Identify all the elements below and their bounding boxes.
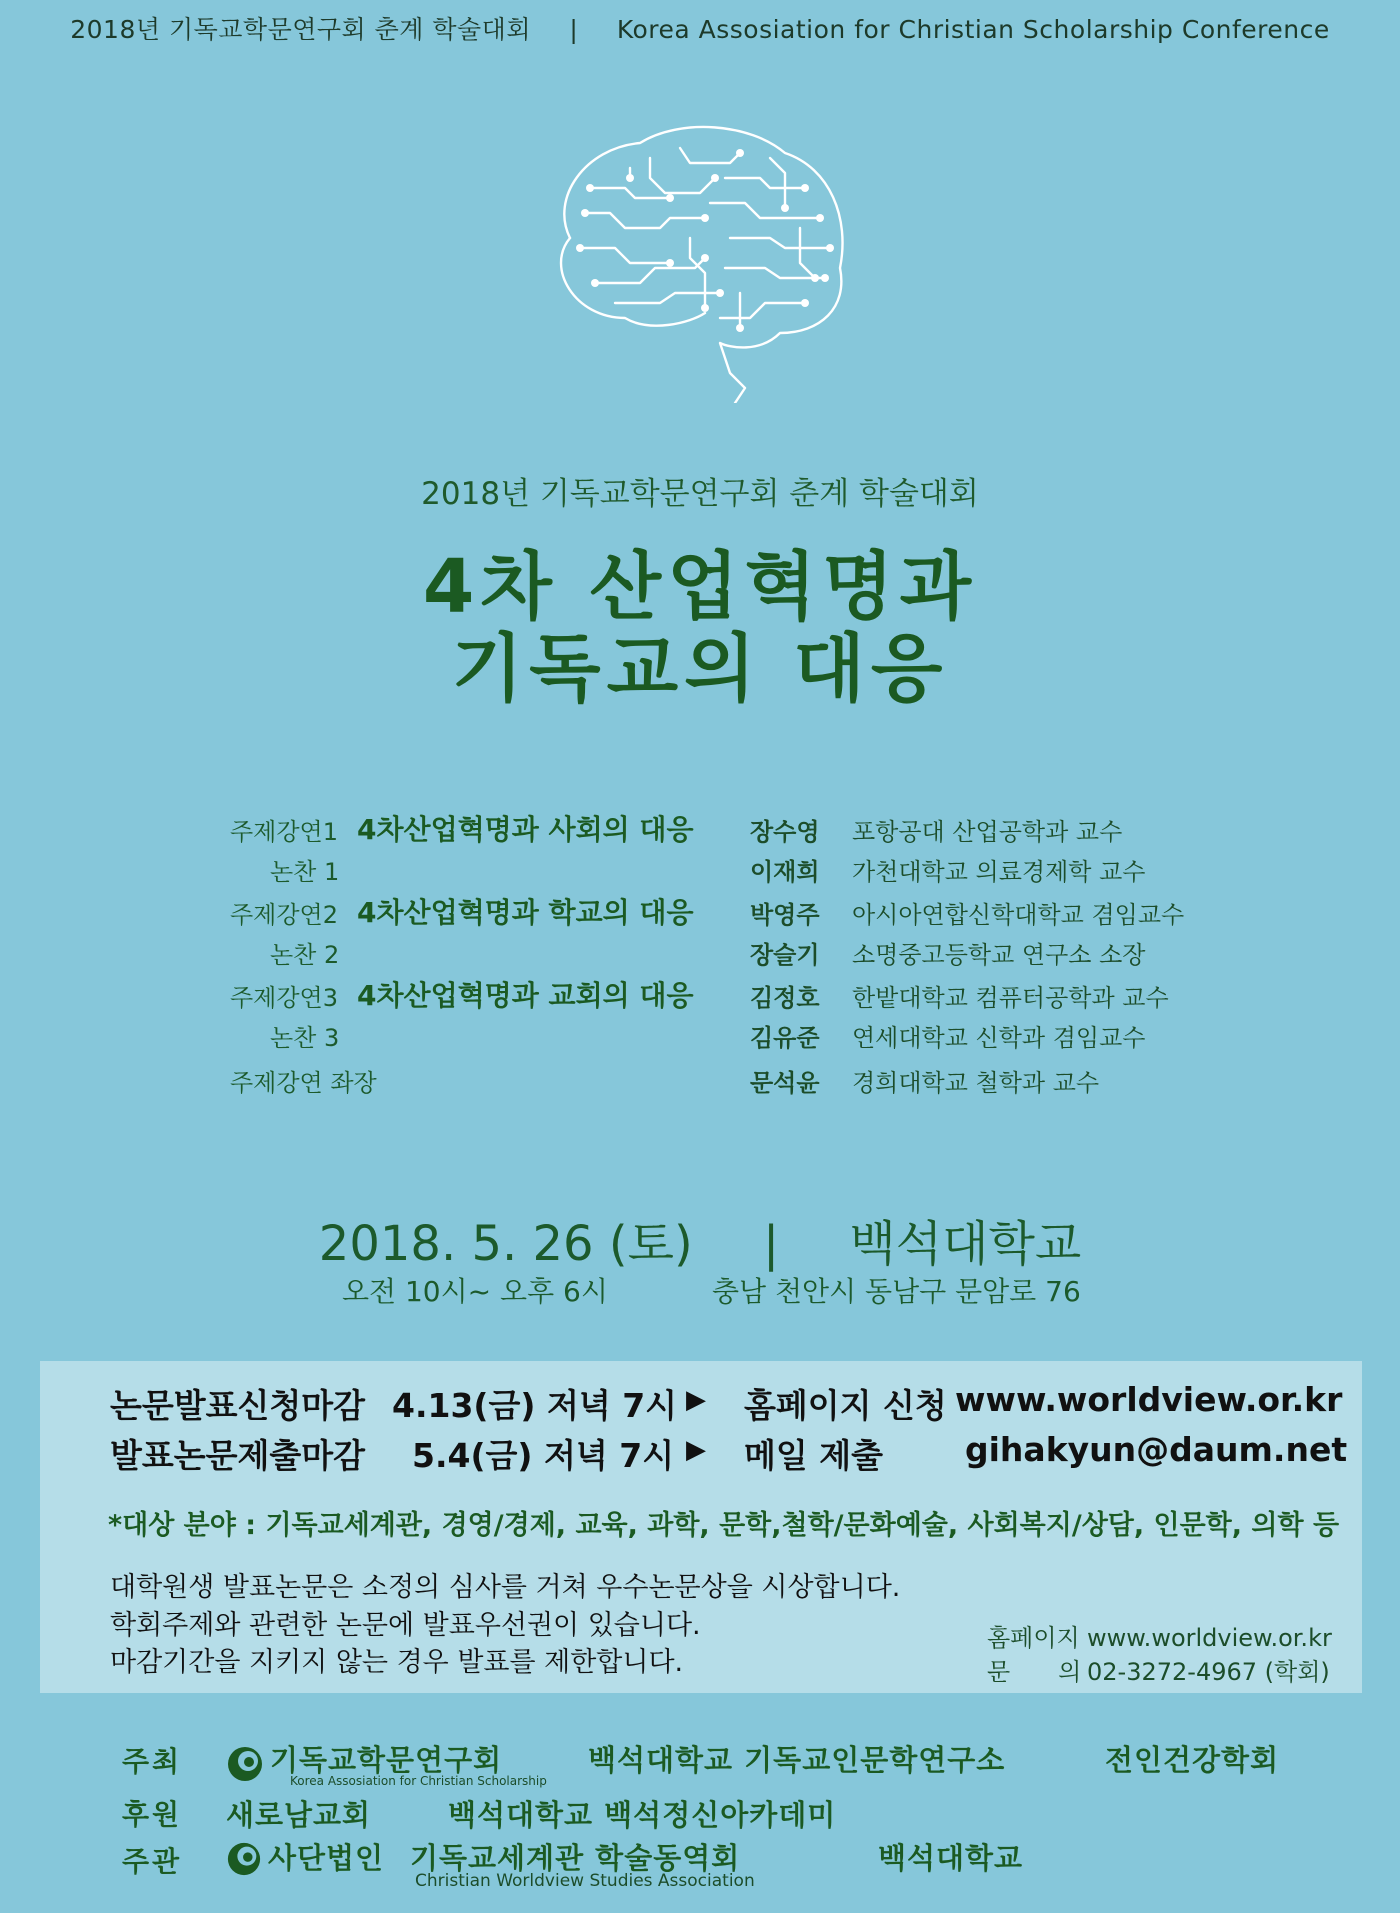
event-date: 2018. 5. 26 (토) (318, 1216, 693, 1272)
event-title-line2: 기독교의 대응 (451, 626, 949, 712)
speaker-name: 장수영 (750, 818, 820, 846)
program-row (0, 852, 1400, 892)
program-topic: 4차산업혁명과 사회의 대응 (357, 813, 694, 846)
program-row (0, 978, 1400, 1018)
contact-inquiry (987, 1652, 1330, 1687)
host-3: 전인건강학회 (1105, 1743, 1280, 1777)
event-address: 충남 천안시 동남구 문암로 76 (712, 1275, 1081, 1308)
program-topic: 4차산업혁명과 교회의 대응 (357, 979, 694, 1012)
speaker-affiliation: 가천대학교 의료경제학 교수 (852, 858, 1146, 886)
event-time: 오전 10시~ 오후 6시 (342, 1275, 608, 1308)
kacs-logo-icon (226, 1745, 264, 1783)
manage-1b: 기독교세계관 학술동역회 (410, 1841, 741, 1875)
speaker-affiliation: 연세대학교 신학과 겸임교수 (852, 1024, 1146, 1052)
arrow-right-icon: ▶ (686, 1385, 706, 1415)
contact-homepage (987, 1618, 1332, 1653)
host-main: 기독교학문연구회 (270, 1743, 503, 1777)
program-row (0, 935, 1400, 975)
deadline-method: 홈페이지 신청 (744, 1386, 947, 1425)
program-label: 주제강연2 (230, 901, 339, 929)
speaker-name: 김정호 (750, 984, 820, 1012)
host-2: 백석대학교 기독교인문학연구소 (588, 1743, 1006, 1777)
header-bar (0, 10, 1400, 46)
program-row (0, 895, 1400, 935)
speaker-affiliation: 소명중고등학교 연구소 소장 (852, 941, 1146, 969)
homepage-link[interactable]: www.worldview.or.kr (955, 1380, 1343, 1419)
date-separator: | (762, 1216, 780, 1272)
header-right: Korea Assosiation for Christian Scholarship Conference (616, 15, 1330, 44)
email-link[interactable]: gihakyun@daum.net (965, 1430, 1348, 1469)
host-main-english: Korea Assosiation for Christian Scholarship (290, 1774, 547, 1788)
deadline-label: 논문발표신청마감 (110, 1386, 366, 1425)
program-label: 논찬 3 (270, 1024, 340, 1052)
contact-inquiry-label: 문 의 (987, 1658, 1082, 1686)
circuit-brain-icon (530, 118, 860, 403)
speaker-affiliation: 아시아연합신학대학교 겸임교수 (852, 901, 1185, 929)
speaker-affiliation: 포항공대 산업공학과 교수 (852, 818, 1123, 846)
program-label: 주제강연1 (230, 818, 339, 846)
deadline-method: 메일 제출 (744, 1436, 884, 1475)
sponsor-2: 백석대학교 백석정신아카데미 (448, 1798, 837, 1832)
host-label: 주최 (122, 1745, 183, 1778)
manage-1-english: Christian Worldview Studies Association (415, 1871, 755, 1891)
program-label: 논찬 2 (270, 941, 340, 969)
manage-2: 백석대학교 (878, 1841, 1024, 1875)
sponsor-label: 후원 (122, 1798, 183, 1831)
speaker-name: 문석윤 (750, 1069, 820, 1097)
program-row (0, 1063, 1400, 1103)
manage-label: 주관 (122, 1845, 183, 1878)
deadline-date: 5.4(금) 저녁 7시 (412, 1436, 675, 1475)
speaker-name: 김유준 (750, 1024, 820, 1052)
contact-homepage-url[interactable]: www.worldview.or.kr (1087, 1624, 1332, 1652)
event-venue: 백석대학교 (849, 1216, 1082, 1272)
cwsa-logo-icon (226, 1841, 262, 1877)
deadline-date: 4.13(금) 저녁 7시 (392, 1386, 678, 1425)
contact-phone: 02-3272-4967 (학회) (1087, 1658, 1330, 1686)
date-venue-line (0, 1205, 1400, 1274)
speaker-name: 박영주 (750, 901, 820, 929)
deadline-label: 발표논문제출마감 (110, 1436, 366, 1475)
speaker-affiliation: 한밭대학교 컴퓨터공학과 교수 (852, 984, 1169, 1012)
program-topic: 4차산업혁명과 학교의 대응 (357, 896, 694, 929)
program-row (0, 1018, 1400, 1058)
manage-1a: 사단법인 (268, 1841, 385, 1875)
program-label: 논찬 1 (270, 858, 340, 886)
target-fields: *대상 분야 : 기독교세계관, 경영/경제, 교육, 과학, 문학,철학/문화예술, 사회복지/상담, 인문학, 의학 등 (108, 1510, 1340, 1541)
event-subtitle: 2018년 기독교학문연구회 춘계 학술대회 (421, 476, 979, 512)
program-row (0, 812, 1400, 852)
note-line: 마감기간을 지키지 않는 경우 발표를 제한합니다. (110, 1647, 684, 1678)
note-line: 학회주제와 관련한 논문에 발표우선권이 있습니다. (110, 1610, 701, 1641)
sponsor-1: 새로남교회 (226, 1798, 372, 1832)
contact-homepage-label: 홈페이지 (987, 1624, 1080, 1652)
event-title-line1: 4차 산업혁명과 (422, 544, 978, 630)
arrow-right-icon: ▶ (686, 1435, 706, 1465)
speaker-affiliation: 경희대학교 철학과 교수 (852, 1069, 1100, 1097)
header-separator: | (569, 15, 579, 44)
program-label: 주제강연3 (230, 984, 339, 1012)
speaker-name: 장슬기 (750, 941, 820, 969)
program-label: 주제강연 좌장 (230, 1069, 377, 1097)
header-left: 2018년 기독교학문연구회 춘계 학술대회 (70, 15, 531, 44)
note-line: 대학원생 발표논문은 소정의 심사를 거쳐 우수논문상을 시상합니다. (110, 1572, 901, 1603)
speaker-name: 이재희 (750, 858, 820, 886)
